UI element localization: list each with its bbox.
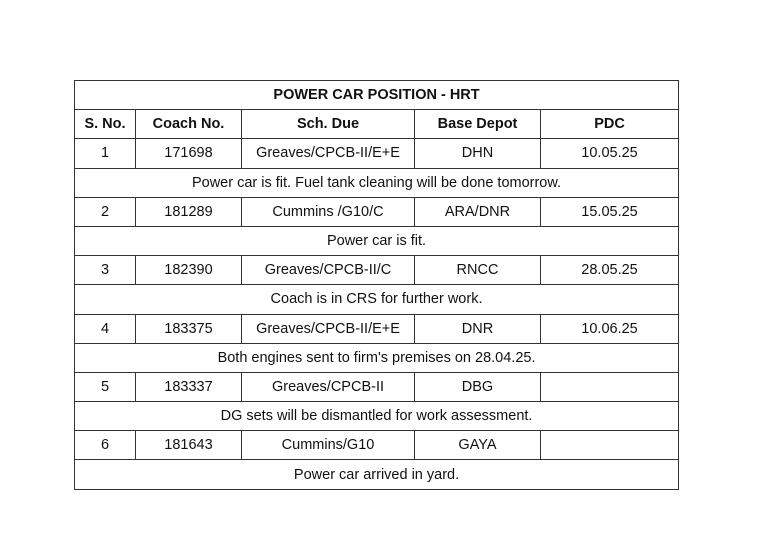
cell-base-depot: DNR [415,314,541,343]
header-pdc: PDC [541,110,679,139]
header-coach-no: Coach No. [136,110,242,139]
remark-row [75,226,679,255]
cell-sno: 6 [75,431,136,460]
cell-sno: 1 [75,139,136,168]
cell-coach-no: 183375 [136,314,242,343]
cell-sch-due: Cummins/G10 [242,431,415,460]
cell-base-depot: ARA/DNR [415,197,541,226]
cell-sch-due: Cummins /G10/C [242,197,415,226]
table-row [75,431,679,460]
cell-pdc [541,431,679,460]
table-row [75,256,679,285]
cell-sno: 3 [75,256,136,285]
cell-pdc [541,372,679,401]
table-row [75,314,679,343]
header-row [75,110,679,139]
cell-remark: Both engines sent to firm's premises on 28.04.25. [75,343,679,372]
remark-row [75,285,679,314]
cell-remark: Power car is fit. [75,226,679,255]
cell-sch-due: Greaves/CPCB-II/E+E [242,139,415,168]
table-row [75,197,679,226]
header-sch-due: Sch. Due [242,110,415,139]
cell-coach-no: 182390 [136,256,242,285]
remark-row [75,168,679,197]
remark-row [75,402,679,431]
table-row [75,372,679,401]
cell-sch-due: Greaves/CPCB-II [242,372,415,401]
header-sno: S. No. [75,110,136,139]
cell-remark: Coach is in CRS for further work. [75,285,679,314]
cell-coach-no: 183337 [136,372,242,401]
cell-pdc: 10.06.25 [541,314,679,343]
cell-remark: DG sets will be dismantled for work assessment. [75,402,679,431]
cell-remark: Power car is fit. Fuel tank cleaning will be done tomorrow. [75,168,679,197]
cell-coach-no: 181643 [136,431,242,460]
power-car-table [74,80,679,490]
cell-base-depot: DBG [415,372,541,401]
header-base-depot: Base Depot [415,110,541,139]
remark-row [75,343,679,372]
cell-remark: Power car arrived in yard. [75,460,679,489]
cell-pdc: 28.05.25 [541,256,679,285]
remark-row [75,460,679,489]
cell-sch-due: Greaves/CPCB-II/E+E [242,314,415,343]
cell-pdc: 15.05.25 [541,197,679,226]
cell-sno: 5 [75,372,136,401]
cell-coach-no: 181289 [136,197,242,226]
cell-sch-due: Greaves/CPCB-II/C [242,256,415,285]
cell-pdc: 10.05.25 [541,139,679,168]
cell-coach-no: 171698 [136,139,242,168]
cell-sno: 2 [75,197,136,226]
table-row [75,139,679,168]
cell-sno: 4 [75,314,136,343]
cell-base-depot: DHN [415,139,541,168]
cell-base-depot: RNCC [415,256,541,285]
cell-base-depot: GAYA [415,431,541,460]
table-title: POWER CAR POSITION - HRT [75,81,679,110]
